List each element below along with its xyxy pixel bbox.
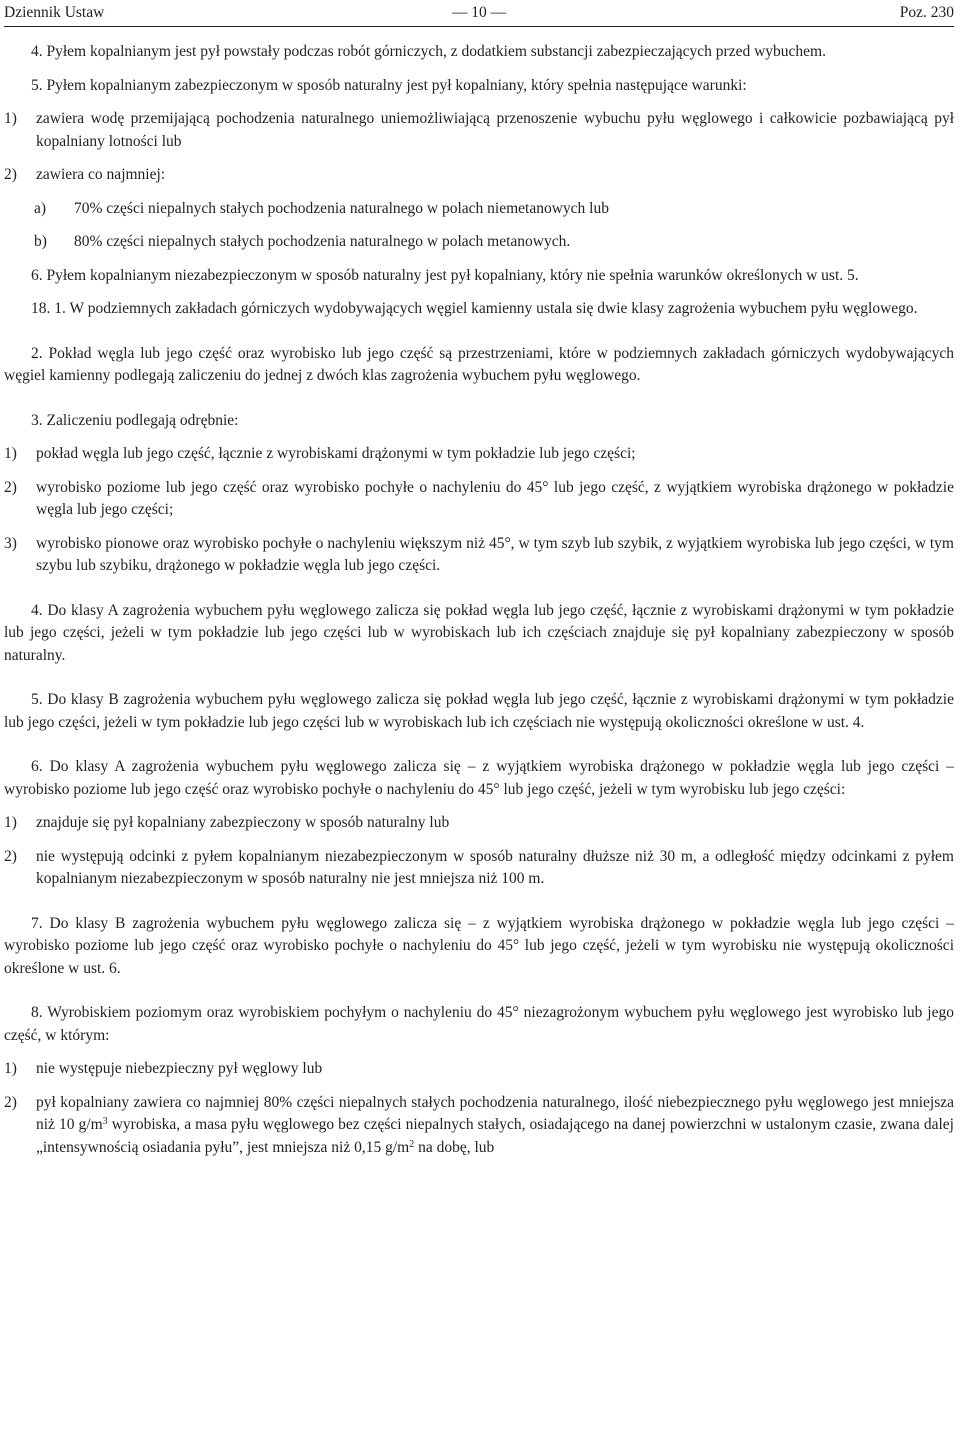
list-text: pokład węgla lub jego część, łącznie z wyrobiskami drążonymi w tym pokładzie lub jego części; [36,445,636,462]
journal-title: Dziennik Ustaw [4,4,105,21]
list-item [4,443,954,466]
sublist-item [4,231,954,254]
sublist-letter: a) [34,199,47,217]
list-number: 3) [4,534,17,552]
list-item [4,164,954,187]
sublist-item [4,198,954,221]
section-18-4: 4. Do klasy A zagrożenia wybuchem pyłu węglowego zalicza się pokład węgla lub jego część, łącznie z wyrobiskami drążonymi w tym pokładzie lub jego części, jeżeli w tym pokładzie lub jego części lub w wyrobiskach lub ich częściach znajduje się pył kopalniany zabezpieczony w sposób naturalny. [4,601,954,664]
document-body [4,41,954,1170]
list-number: 1) [4,110,17,127]
superscript: 3 [102,1116,108,1127]
header-rule [4,26,954,27]
list-item [4,1092,954,1160]
list-number: 1) [4,445,17,462]
list-text: nie występuje niebezpieczny pył węglowy lub [36,1060,323,1077]
list-text: nie występują odcinki z pyłem kopalnianym niezabezpieczonym w sposób naturalny dłuższe niż 30 m, a odległość między odcinkami z pyłem kopalnianym niezabezpieczonym w sposób naturalny nie jest mniejsza niż 100 m. [36,847,954,887]
section-18-6: 6. Do klasy A zagrożenia wybuchem pyłu węglowego zalicza się – z wyjątkiem wyrobiska drążonego w pokładzie węgla lub jego części – wyrobisko poziome lub jego część oraz wyrobisko pochyłe o nachyleniu do 45° lub jego część, jeżeli w tym wyrobisku lub jego części: [4,758,954,798]
section-18-8: 8. Wyrobiskiem poziomym oraz wyrobiskiem pochyłym o nachyleniu do 45° niezagrożonym wybuchem pyłu węglowego jest wyrobisko lub jego część, w którym: [4,1004,954,1044]
sublist-letter: b) [34,233,47,250]
sublist-text: 70% części niepalnych stałych pochodzenia naturalnego w polach niemetanowych lub [74,199,609,217]
list-number: 2) [4,166,17,183]
list-text: zawiera co najmniej: [36,166,166,183]
list-text: zawiera wodę przemijającą pochodzenia naturalnego uniemożliwiającą przenoszenie wybuchu pyłu węglowego i całkowicie pozbawiającą pył kopalniany lotności lub [36,110,954,150]
list-text: znajduje się pył kopalniany zabezpieczony w sposób naturalny lub [36,814,450,831]
list-number: 1) [4,1060,17,1077]
section-18-7: 7. Do klasy B zagrożenia wybuchem pyłu węglowego zalicza się – z wyjątkiem wyrobiska drążonego w pokładzie węgla lub jego części – wyrobisko poziome lub jego część oraz wyrobisko pochyłe o nachyleniu do 45° lub jego część, jeżeli w tym wyrobisku nie występują okoliczności określone w ust. 6. [4,914,954,977]
list-item [4,477,954,522]
position-number: Poz. 230 [899,4,954,21]
list-item [4,533,954,578]
sublist-text: 80% części niepalnych stałych pochodzenia naturalnego w polach metanowych. [74,233,571,250]
list-number: 2) [4,847,17,865]
section-18-1: 18. 1. W podziemnych zakładach górniczych wydobywających węgiel kamienny ustala się dwie klasy zagrożenia wybuchem pyłu węglowego. [31,300,918,317]
page-header [4,0,954,28]
list-item [4,846,954,891]
list-text-part: wyrobiska, a masa pyłu węglowego bez części niepalnych stałych, osiadającego na danej powierzchni w ustalonym czasie, zwana dalej „intensywnością osiadania pyłu”, jest mniejsza niż 0,15 g/m [36,1116,954,1156]
paragraph-p4: 4. Pyłem kopalnianym jest pył powstały podczas robót górniczych, z dodatkiem substancji zabezpieczających przed wybuchem. [31,43,826,60]
list-text-part: na dobę, lub [414,1138,495,1156]
paragraph-p5: 5. Pyłem kopalnianym zabezpieczonym w sposób naturalny jest pył kopalniany, który spełnia następujące warunki: [31,76,747,94]
list-item [4,1058,954,1081]
superscript: 2 [409,1138,415,1150]
list-text-part: pył kopalniany zawiera co najmniej 80% części niepalnych stałych pochodzenia naturalnego, ilość niebezpiecznego pyłu węglowego jest mniejsza niż 10 g/m [36,1093,954,1133]
paragraph-p6: 6. Pyłem kopalnianym niezabezpieczonym w sposób naturalny jest pył kopalniany, który nie spełnia warunków określonych w ust. 5. [31,266,859,284]
page-number: — 10 — [451,4,507,21]
list-item [4,108,954,153]
section-18-3: 3. Zaliczeniu podlegają odrębnie: [31,411,239,429]
list-number: 2) [4,478,17,496]
section-18-5: 5. Do klasy B zagrożenia wybuchem pyłu węglowego zalicza się pokład węgla lub jego część, łącznie z wyrobiskami drążonymi w tym pokładzie lub jego części, jeżeli w tym pokładzie lub jego części lub w wyrobiskach lub ich częściach nie występują okoliczności określone w ust. 4. [4,691,954,731]
list-text: wyrobisko poziome lub jego część oraz wyrobisko pochyłe o nachyleniu do 45° lub jego część, z wyjątkiem wyrobiska drążonego w pokładzie węgla lub jego części; [36,478,954,518]
section-18-2: 2. Pokład węgla lub jego część oraz wyrobisko lub jego część są przestrzeniami, które w podziemnych zakładach górniczych wydobywających węgiel kamienny podlegają zaliczeniu do jednej z dwóch klas zagrożenia wybuchem pyłu węglowego. [4,344,954,384]
list-item [4,812,954,835]
list-text [36,1094,954,1156]
list-text: wyrobisko pionowe oraz wyrobisko pochyłe o nachyleniu większym niż 45°, w tym szyb lub szybik, z wyjątkiem wyrobiska lub jego części, w tym szybu lub szybiku, drążonego w pokładzie węgla lub jego części. [36,534,954,574]
list-number: 2) [4,1093,17,1111]
list-number: 1) [4,814,17,831]
